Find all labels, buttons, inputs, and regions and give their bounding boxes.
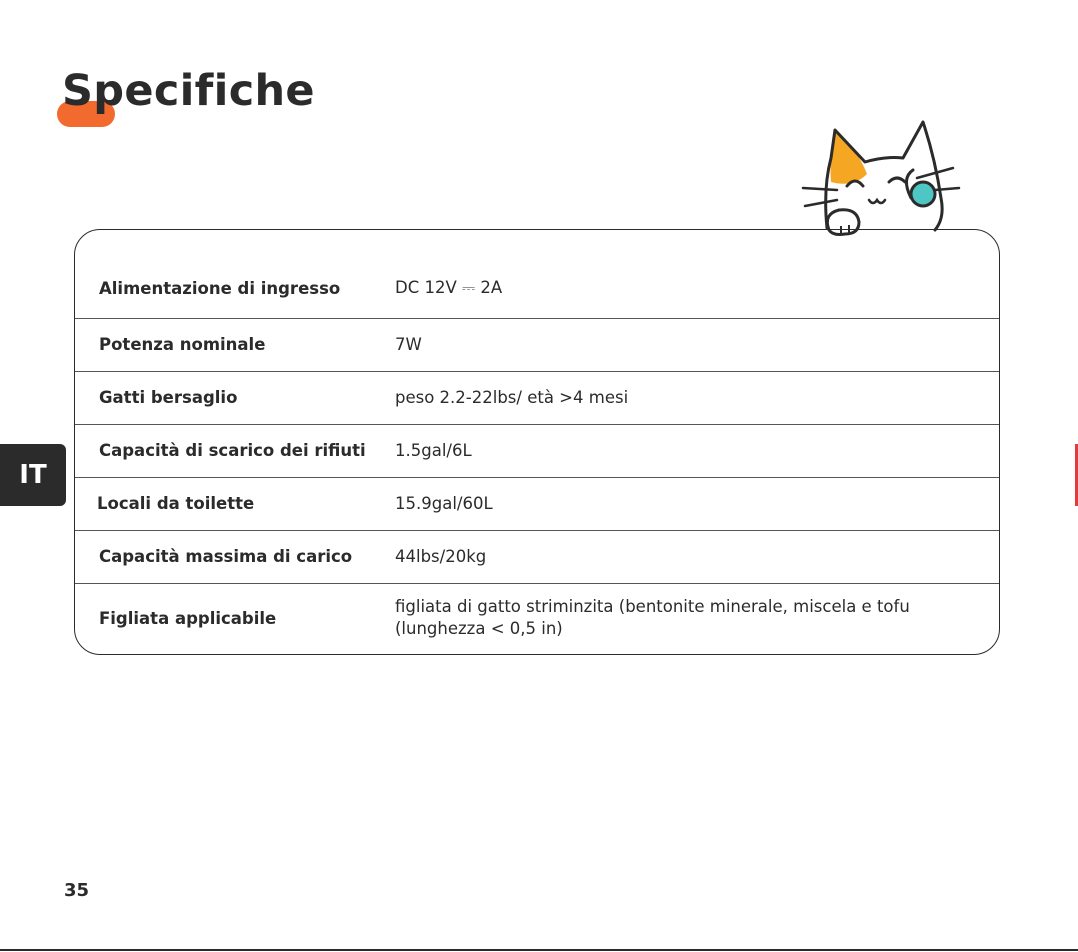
spec-row-rated-power [75, 318, 999, 372]
spec-value: 1.5gal/6L [395, 440, 472, 460]
spec-label: Capacità di scarico dei rifiuti [99, 441, 366, 460]
spec-row-max-load [75, 530, 999, 584]
spec-row-toilet-volume [75, 477, 999, 531]
spec-row-target-cats [75, 371, 999, 425]
spec-label: Figliata applicabile [99, 608, 277, 628]
spec-row-litter [75, 583, 999, 653]
spec-label: Potenza nominale [99, 335, 266, 354]
spec-table [74, 229, 1000, 655]
page-title: Specifiche [62, 66, 315, 116]
spec-label: Capacità massima di carico [99, 547, 353, 566]
spec-value: 44lbs/20kg [395, 546, 487, 566]
spec-value: 15.9gal/60L [395, 493, 493, 513]
spec-row-waste-capacity [75, 424, 999, 478]
bottom-rule [0, 949, 1078, 951]
spec-value: DC 12V ⎓ 2A [395, 278, 503, 297]
spec-value: figliata di gatto striminzita (bentonite minerale, miscela e tofu (lunghezza < 0,5 in) [395, 597, 910, 638]
language-tab: IT [0, 444, 66, 506]
spec-label: Gatti bersaglio [99, 388, 238, 407]
spec-value: 7W [395, 334, 422, 354]
spec-row-input-power [75, 258, 999, 319]
spec-label: Alimentazione di ingresso [99, 278, 341, 298]
spec-value: peso 2.2-22lbs/ età >4 mesi [395, 387, 629, 407]
spec-label: Locali da toilette [97, 494, 255, 513]
page-number: 35 [64, 880, 90, 901]
cat-mascot-icon [795, 118, 965, 243]
